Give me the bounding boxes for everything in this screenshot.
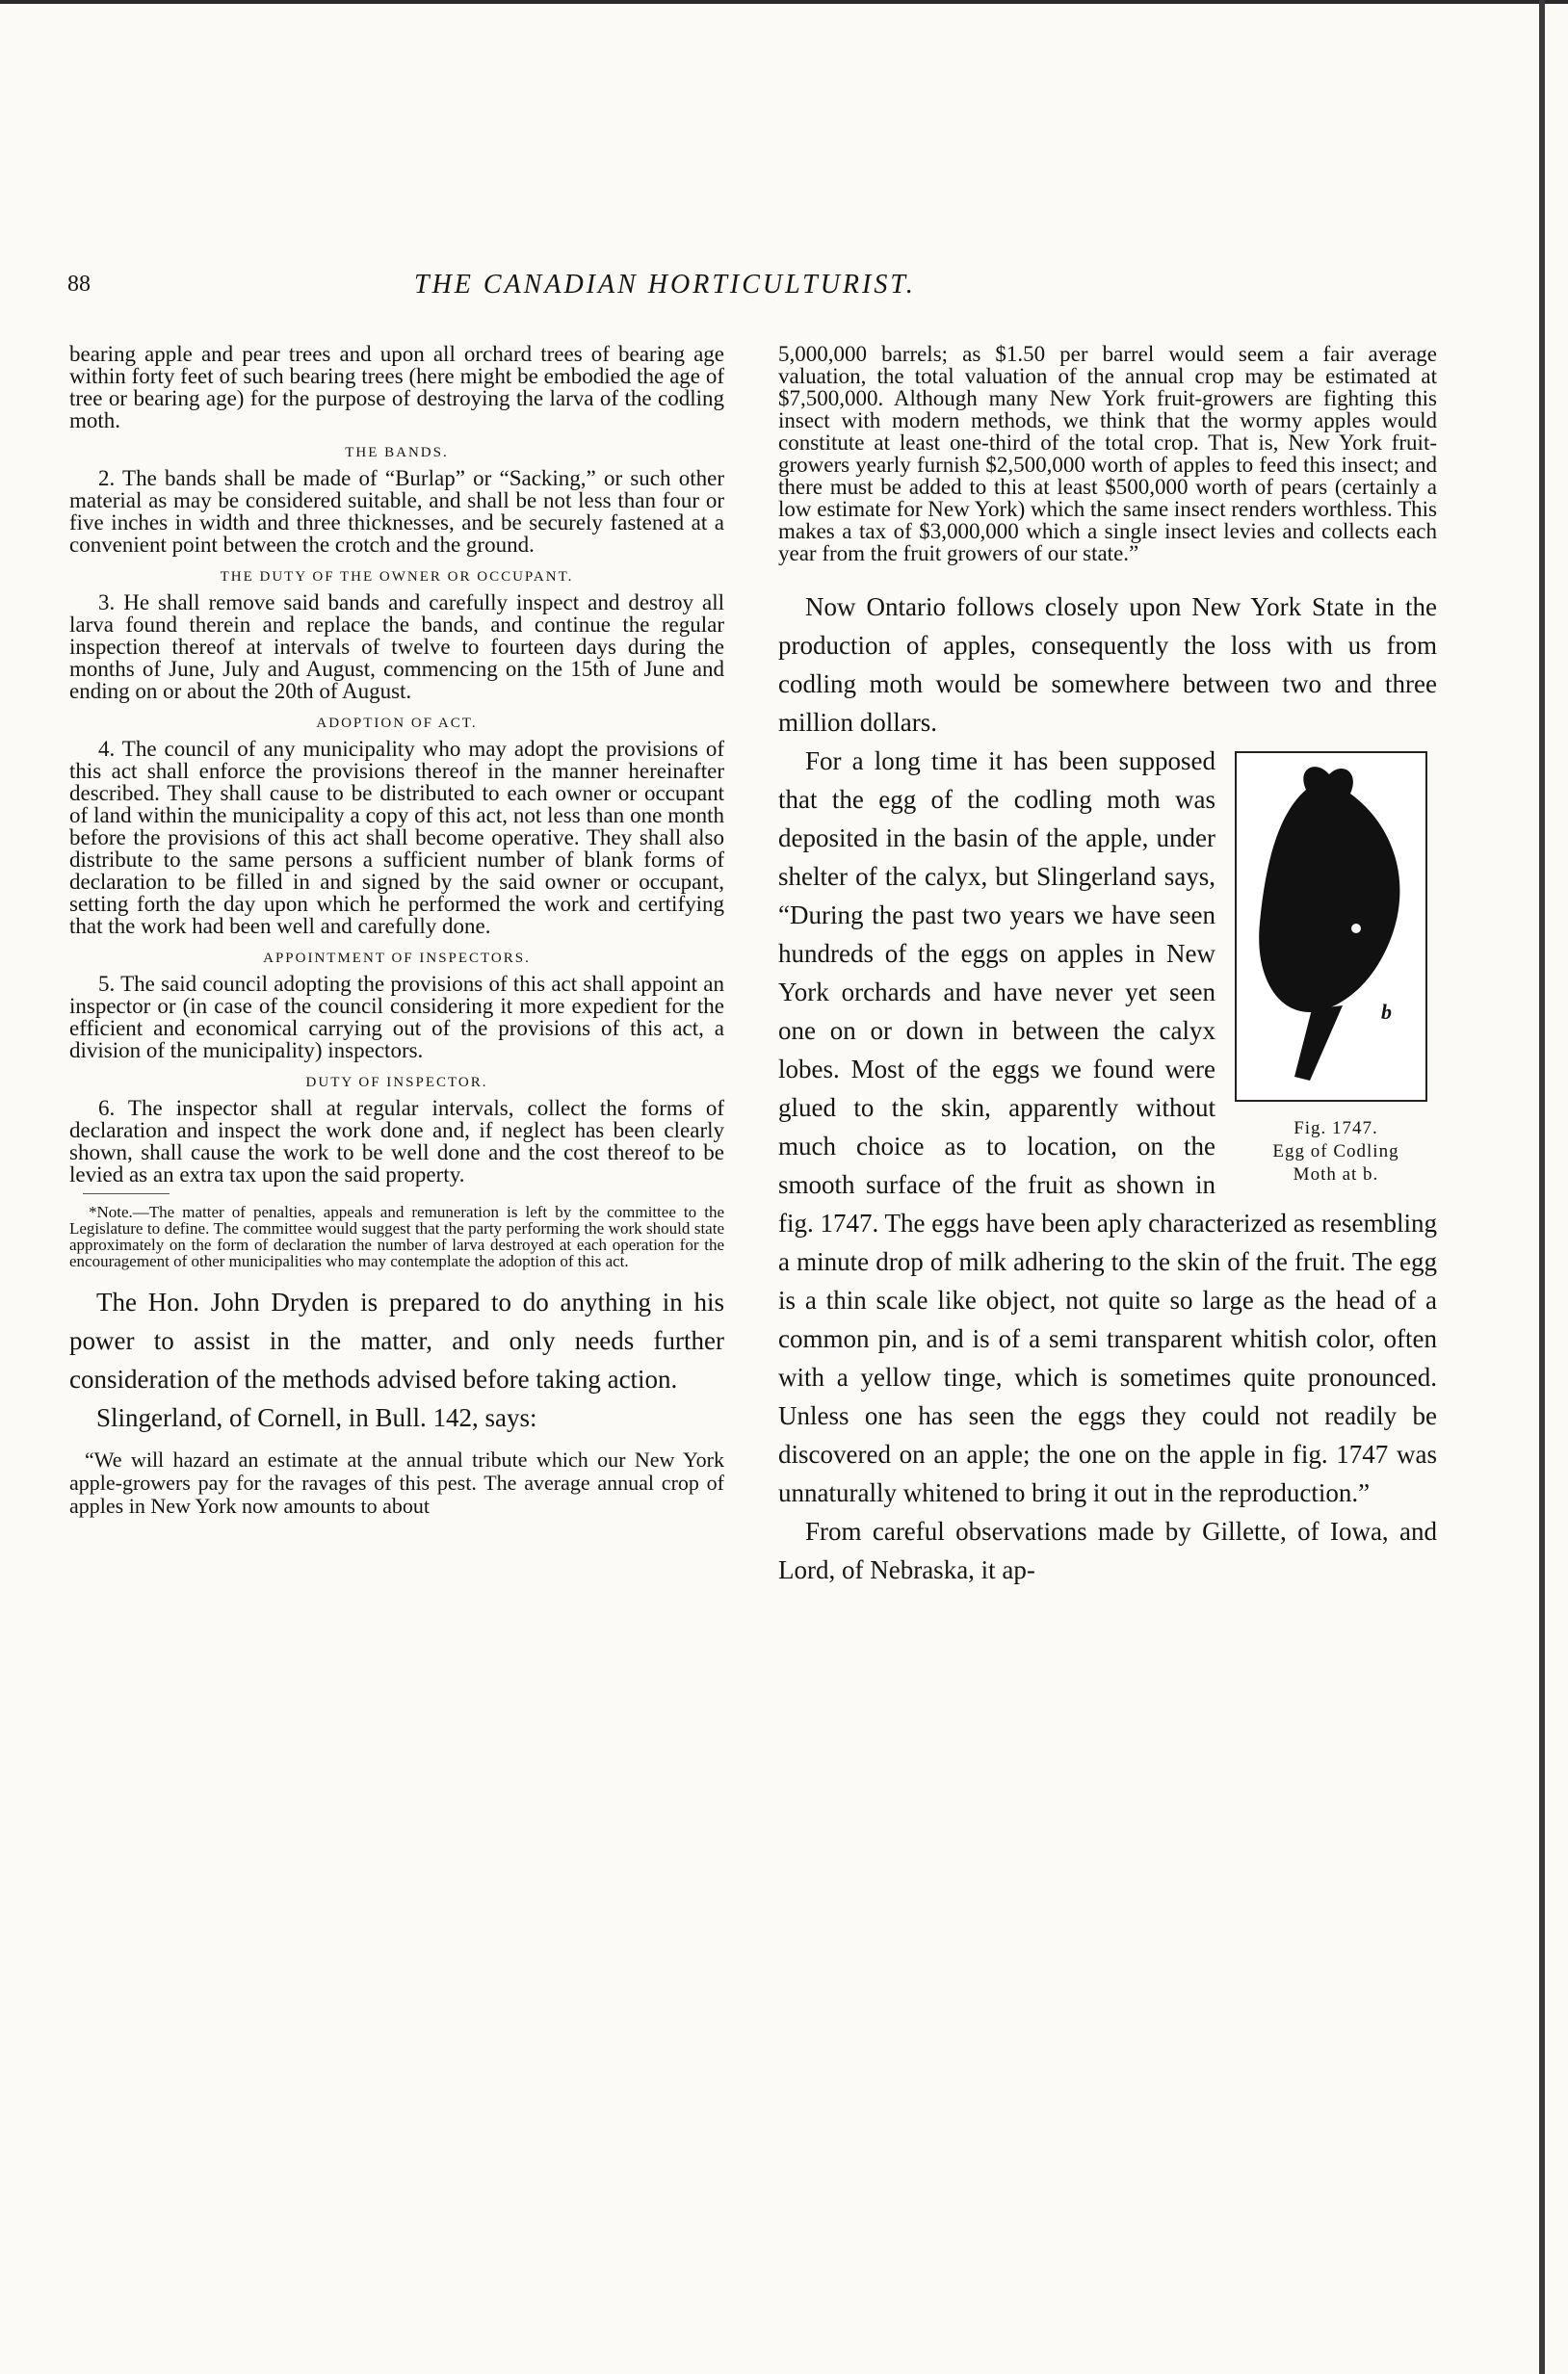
intro-paragraph: bearing apple and pear trees and upon all orchard trees of bearing age within forty feet of such bearing trees (here might be embodied the age of tree or bearing age) for the purpose of destroying the larva of the codling moth. xyxy=(69,342,724,432)
heading-adoption: ADOPTION OF ACT. xyxy=(316,716,478,731)
quote-continuation: 5,000,000 barrels; as $1.50 per barrel would seem a fair average valuation, the total valuation of the annual crop may be estimated at $7,500,000. Although many New York fruit-growers are fighting this insect with modern methods, we think that the wormy apples would constitute at least one-third of the total crop. That is, New York fruit-growers yearly furnish $2,500,000 worth of apples to feed this insect; and there must be added to this at least $500,000 worth of pears (certainly a low estimate for New York) which the same insect renders worthless. This makes a tax of $3,000,000 which a single insect levies and collects each year from the fruit growers of our state.” xyxy=(778,342,1437,565)
heading-appointment: APPOINTMENT OF INSPECTORS. xyxy=(263,951,531,966)
figure-caption-line-2: Egg of Codling xyxy=(1272,1141,1399,1161)
figure-caption-number: Fig. 1747. xyxy=(1294,1118,1378,1138)
figure-caption-line-3: Moth at b. xyxy=(1293,1164,1379,1185)
figure-1747 xyxy=(1235,751,1437,1187)
figure-label-b: b xyxy=(1381,1000,1392,1024)
page-right-edge xyxy=(1539,0,1545,2374)
section-6-paragraph: 6. The inspector shall at regular intervals, collect the forms of declaration and inspect the work done and, if neglect has been clearly shown, shall cause the work to be well done and the cost thereof to be levied as an extra tax upon the said property. xyxy=(69,1096,724,1187)
page-header xyxy=(67,272,1435,310)
left-body-text xyxy=(69,1283,724,1437)
top-border-line xyxy=(0,0,1568,4)
figure-caption xyxy=(1235,1117,1437,1187)
ontario-paragraph: Now Ontario follows closely upon New York State in the production of apples, consequently the loss with us from codling moth would be somewhere between two and three million dollars. xyxy=(778,592,1437,737)
page-number: 88 xyxy=(67,272,91,297)
apple-stem xyxy=(1294,1005,1343,1081)
running-title: THE CANADIAN HORTICULTURIST. xyxy=(414,270,916,300)
slingerland-intro-paragraph: Slingerland, of Cornell, in Bull. 142, says: xyxy=(96,1403,537,1432)
apple-silhouette xyxy=(1259,767,1399,1012)
dryden-paragraph: The Hon. John Dryden is prepared to do anything in his power to assist in the matter, and only needs further consideration of the methods advised before taking action. xyxy=(69,1288,724,1394)
footnote: *Note.—The matter of penalties, appeals and remuneration is left by the committee to the Legislature to define. The committee would suggest that the party performing the work should state approximately on the form of declaration the number of larva destroyed at each operation for the encouragement of other municipalities who may contemplate the adoption of this act. xyxy=(69,1203,724,1270)
section-2-paragraph: 2. The bands shall be made of “Burlap” or “Sacking,” or such other material as may be considered suitable, and shall be not less than four or five inches in width and three thicknesses, and be securely fastened at a convenient point between the crotch and the ground. xyxy=(69,466,724,557)
slingerland-quote-start: “We will hazard an estimate at the annual tribute which our New York apple-growers pay for the ravages of this pest. The average annual crop of apples in New York now amounts to about xyxy=(69,1448,724,1518)
footnote-rule xyxy=(83,1193,170,1194)
section-5-paragraph: 5. The said council adopting the provisions of this act shall appoint an inspector or (in case of the council considering it more expedient for the efficient and economical carrying out of the provisions of this act, a division of the municipality) inspectors. xyxy=(69,972,724,1062)
egg-paragraph: For a long time it has been supposed that the egg of the codling moth was deposited in the basin of the apple, under shelter of the calyx, but Slingerland says, “During the past two years we have seen hundreds of the eggs on apples in New York orchards and have never yet seen one on or down in between the calyx lobes. Most of the eggs we found were glued to the skin, apparently without much choice as to location, on the smooth surface of the fruit as shown in fig. 1747. The eggs have been aply characterized as resembling a minute drop of milk adhering to the skin of the fruit. The egg is a thin scale like object, not quite so large as the head of a common pin, and is of a semi transparent whitish color, often with a yellow tinge, which is sometimes quite pronounced. Unless one has seen the eggs they could not readily be discovered on an apple; the one on the apple in fig. 1747 was unnaturally whitened to bring it out in the reproduction.” xyxy=(778,746,1437,1507)
gillette-paragraph: From careful observations made by Gillette, of Iowa, and Lord, of Nebraska, it ap- xyxy=(778,1517,1437,1584)
heading-bands: THE BANDS. xyxy=(345,445,449,460)
right-column xyxy=(778,343,1437,1589)
heading-duty-of-owner: THE DUTY OF THE OWNER OR OCCUPANT. xyxy=(220,569,574,585)
apple-egg-illustration xyxy=(1237,753,1425,1100)
section-3-paragraph: 3. He shall remove said bands and carefully inspect and destroy all larva found therein and replace the bands, and continue the regular inspection thereof at intervals of twelve to fourteen days during the months of June, July and August, commencing on the 15th of June and ending on or about the 20th of August. xyxy=(69,590,724,703)
right-body-text xyxy=(778,587,1437,1589)
section-4-paragraph: 4. The council of any municipality who may adopt the provisions of this act shall enforce the provisions thereof in the manner hereinafter described. They shall cause to be distributed to each owner or occupant of land within the municipality a copy of this act, not less than one month before the provisions of this act shall become operative. They shall also distribute to the same persons a sufficient number of blank forms of declaration to be filled in and signed by the said owner or occupant, setting forth the day upon which he performed the work and certifying that the work had been well and carefully done. xyxy=(69,737,724,938)
egg-spot xyxy=(1351,924,1361,933)
figure-frame xyxy=(1235,751,1427,1102)
heading-duty-of-inspector: DUTY OF INSPECTOR. xyxy=(305,1075,488,1090)
left-column xyxy=(69,343,724,1518)
